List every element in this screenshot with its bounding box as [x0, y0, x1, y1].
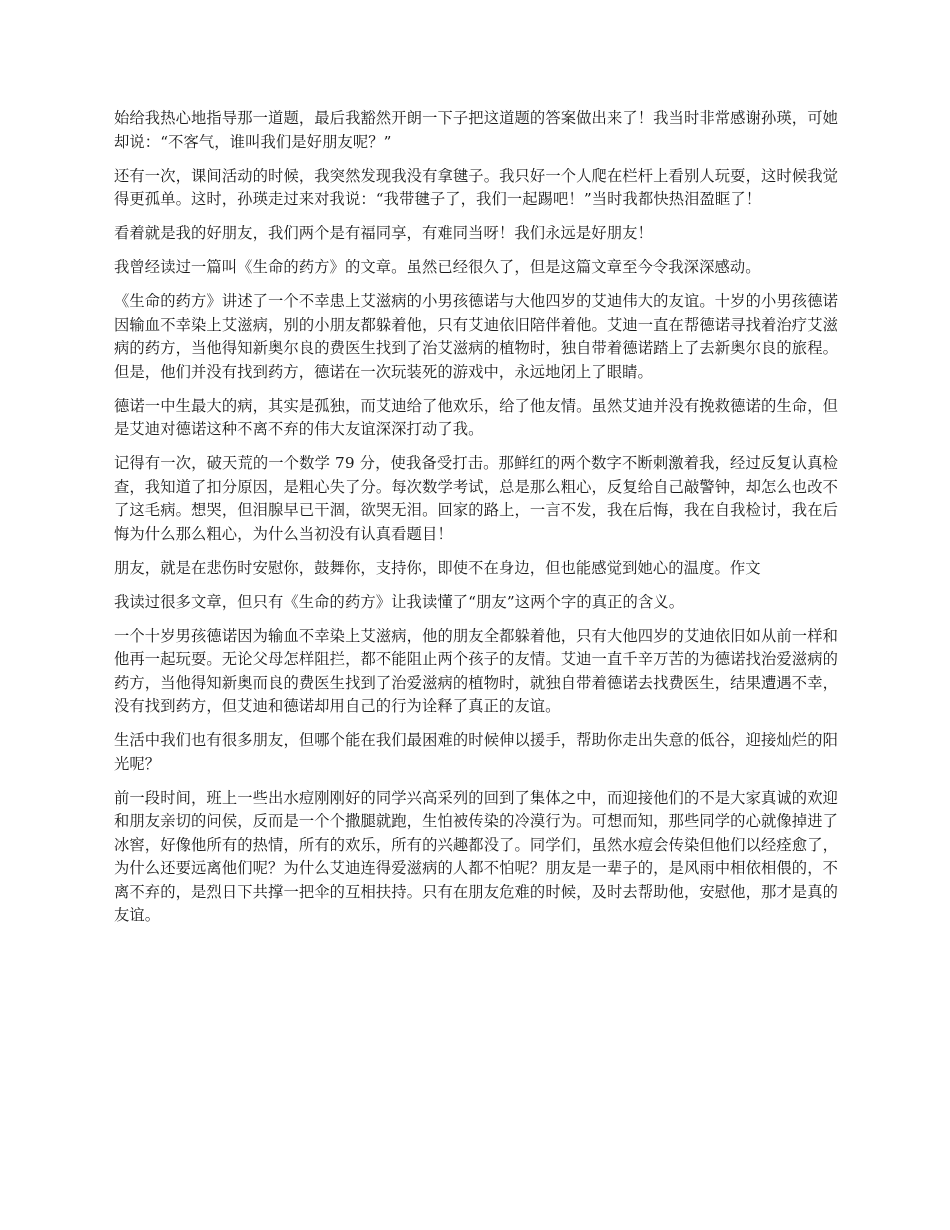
paragraph-6: 德诺一中生最大的病，其实是孤独，而艾迪给了他欢乐，给了他友情。虽然艾迪并没有挽救德诺的生命，但是艾迪对德诺这种不离不弃的伟大友谊深深打动了我。	[114, 396, 838, 438]
paragraph-5: 《生命的药方》讲述了一个不幸患上艾滋病的小男孩德诺与大他四岁的艾迪伟大的友谊。十岁的小男孩德诺因输血不幸染上艾滋病，别的小朋友都躲着他，只有艾迪依旧陪伴着他。艾迪一直在帮德诺寻找着治疗艾滋病的药方，当他得知新奥尔良的费医生找到了治艾滋病的植物时，独自带着德诺踏上了去新奥尔良的旅程。但是，他们并没有找到药方，德诺在一次玩装死的游戏中，永远地闭上了眼睛。	[114, 292, 838, 381]
paragraph-7: 记得有一次，破天荒的一个数学 79 分，使我备受打击。那鲜红的两个数字不断刺激着我，经过反复认真检查，我知道了扣分原因，是粗心失了分。每次数学考试，总是那么粗心，反复给自己敲警钟，却怎么也改不了这毛病。想哭，但泪腺早已干涸，欲哭无泪。回家的路上，一言不发，我在后悔，我在自我检讨，我在后悔为什么那么粗心，为什么当初没有认真看题目！	[114, 454, 838, 543]
paragraph-8: 朋友，就是在悲伤时安慰你，鼓舞你，支持你，即使不在身边，但也能感觉到她心的温度。作文	[114, 558, 761, 577]
paragraph-2: 还有一次，课间活动的时候，我突然发现我没有拿毽子。我只好一个人爬在栏杆上看别人玩耍，这时候我觉得更孤单。这时，孙瑛走过来对我说：“我带毽子了，我们一起踢吧！”当时我都快热泪盈眶了！	[114, 166, 838, 208]
paragraph-9: 我读过很多文章，但只有《生命的药方》让我读懂了“朋友”这两个字的真正的含义。	[114, 592, 685, 611]
paragraph-12: 前一段时间，班上一些出水痘刚刚好的同学兴高采列的回到了集体之中，而迎接他们的不是大家真诚的欢迎和朋友亲切的问侯，反而是一个个撒腿就跑，生怕被传染的冷漠行为。可想而知，那些同学的心就像掉进了冰窖，好像他所有的热情，所有的欢乐，所有的兴趣都没了。同学们，虽然水痘会传染但他们以经痊愈了，为什么还要远离他们呢？为什么艾迪连得爱滋病的人都不怕呢？朋友是一辈子的，是风雨中相依相偎的，不离不弃的，是烈日下共撑一把伞的互相扶持。只有在朋友危难的时候，及时去帮助他，安慰他，那才是真的友谊。	[114, 788, 838, 924]
paragraph-10: 一个十岁男孩德诺因为输血不幸染上艾滋病，他的朋友全都躲着他，只有大他四岁的艾迪依旧如从前一样和他再一起玩耍。无论父母怎样阻拦，都不能阻止两个孩子的友情。艾迪一直千辛万苦的为德诺找治爱滋病的药方，当他得知新奥而良的费医生找到了治爱滋病的植物时，就独自带着德诺去找费医生，结果遭遇不幸，没有找到药方，但艾迪和德诺却用自己的行为诠释了真正的友谊。	[114, 626, 838, 715]
paragraph-11: 生活中我们也有很多朋友，但哪个能在我们最困难的时候伸以援手，帮助你走出失意的低谷，迎接灿烂的阳光呢？	[114, 731, 838, 773]
paragraph-3: 看着就是我的好朋友，我们两个是有福同享，有难同当呀！我们永远是好朋友！	[114, 224, 653, 242]
paragraph-4: 我曾经读过一篇叫《生命的药方》的文章。虽然已经很久了，但是这篇文章至今令我深深感动。	[114, 258, 761, 276]
article-body	[114, 107, 838, 928]
paragraph-1: 始给我热心地指导那一道题，最后我豁然开朗一下子把这道题的答案做出来了！我当时非常感谢孙瑛，可她却说：“不客气，谁叫我们是好朋友呢？”	[114, 109, 838, 151]
